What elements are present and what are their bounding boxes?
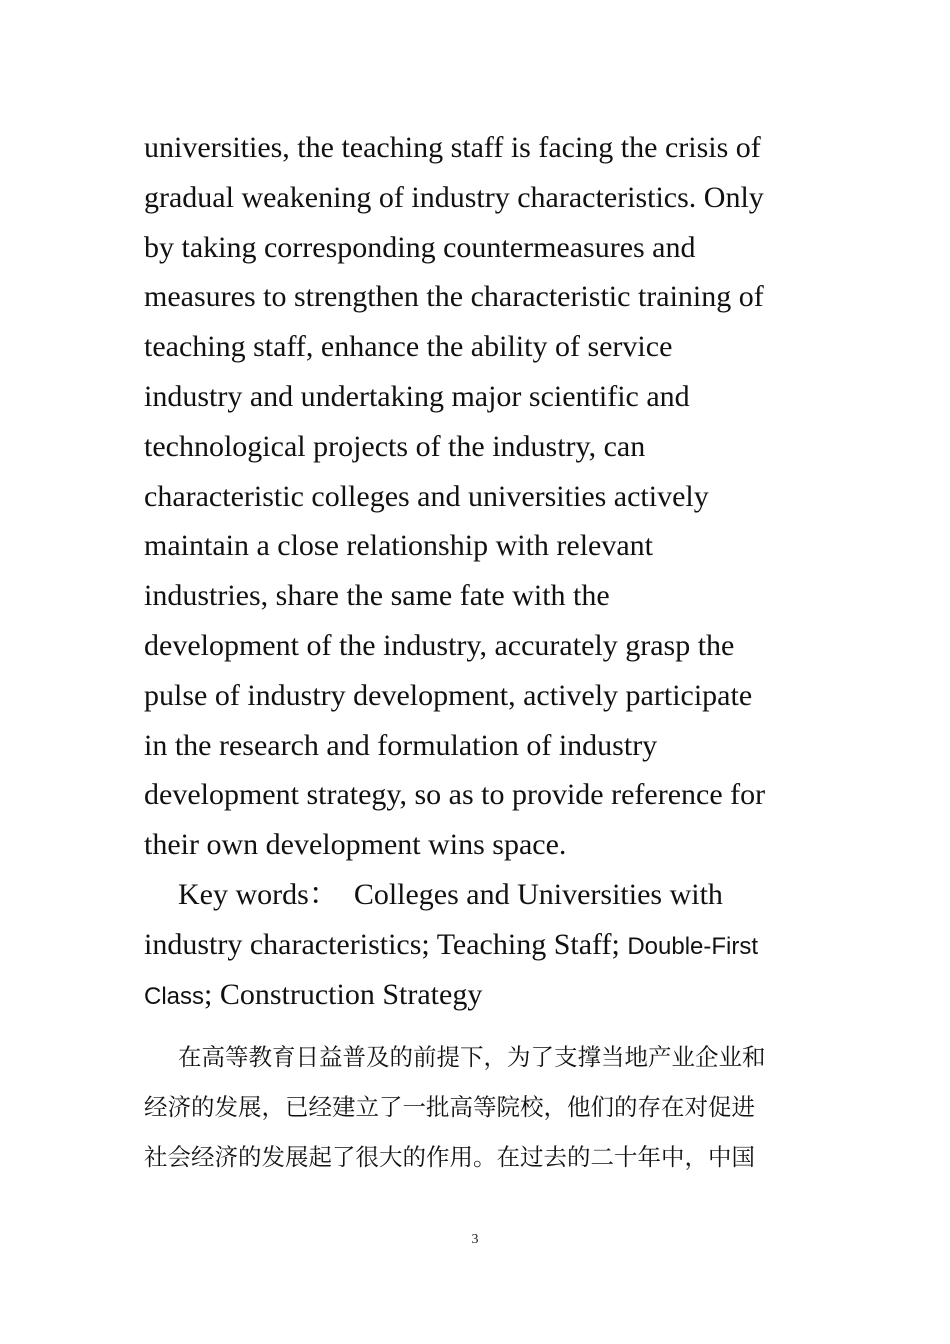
chinese-line: 经济的发展，已经建立了一批高等院校，他们的存在对促进 [144, 1093, 755, 1121]
keywords-label: Key words： [178, 877, 339, 911]
abstract-line: teaching staff, enhance the ability of service [144, 330, 673, 364]
abstract-line: technological projects of the industry, can [144, 429, 646, 463]
chinese-line: 在高等教育日益普及的前提下，为了支撑当地产业企业和 [178, 1043, 766, 1071]
abstract-line: measures to strengthen the characteristic training of [144, 280, 764, 314]
keywords-text-sans: Double-First [627, 932, 759, 960]
keywords-text-sans: Class [144, 982, 205, 1010]
abstract-line: pulse of industry development, actively participate [144, 678, 753, 712]
page-number: 3 [471, 1232, 479, 1247]
chinese-line: 社会经济的发展起了很大的作用。在过去的二十年中，中国 [144, 1143, 755, 1171]
keywords-text: industry characteristics; Teaching Staff; [144, 927, 628, 961]
abstract-line: development strategy, so as to provide reference for [144, 778, 766, 812]
keywords-line [144, 870, 824, 920]
chinese-paragraph [144, 1032, 814, 1182]
abstract-line: by taking corresponding countermeasures and [144, 230, 696, 264]
abstract-line: maintain a close relationship with relevant [144, 529, 654, 563]
keywords-line [144, 970, 824, 1020]
abstract-line: industries, share the same fate with the [144, 579, 610, 613]
abstract-line: universities, the teaching staff is facing the crisis of [144, 131, 761, 164]
abstract-line: industry and undertaking major scientific and [144, 379, 690, 413]
keywords-text: ; Construction Strategy [204, 977, 483, 1011]
abstract-line: development of the industry, accurately grasp the [144, 628, 735, 662]
keywords-text: Colleges and Universities with [353, 877, 723, 911]
keywords-line [144, 920, 824, 970]
abstract-line: their own development wins space. [144, 828, 567, 862]
abstract-line: characteristic colleges and universities actively [144, 479, 709, 513]
abstract-line: gradual weakening of industry characteristics. Only [144, 180, 764, 214]
abstract-body [144, 123, 824, 1019]
abstract-line: in the research and formulation of industry [144, 728, 658, 762]
